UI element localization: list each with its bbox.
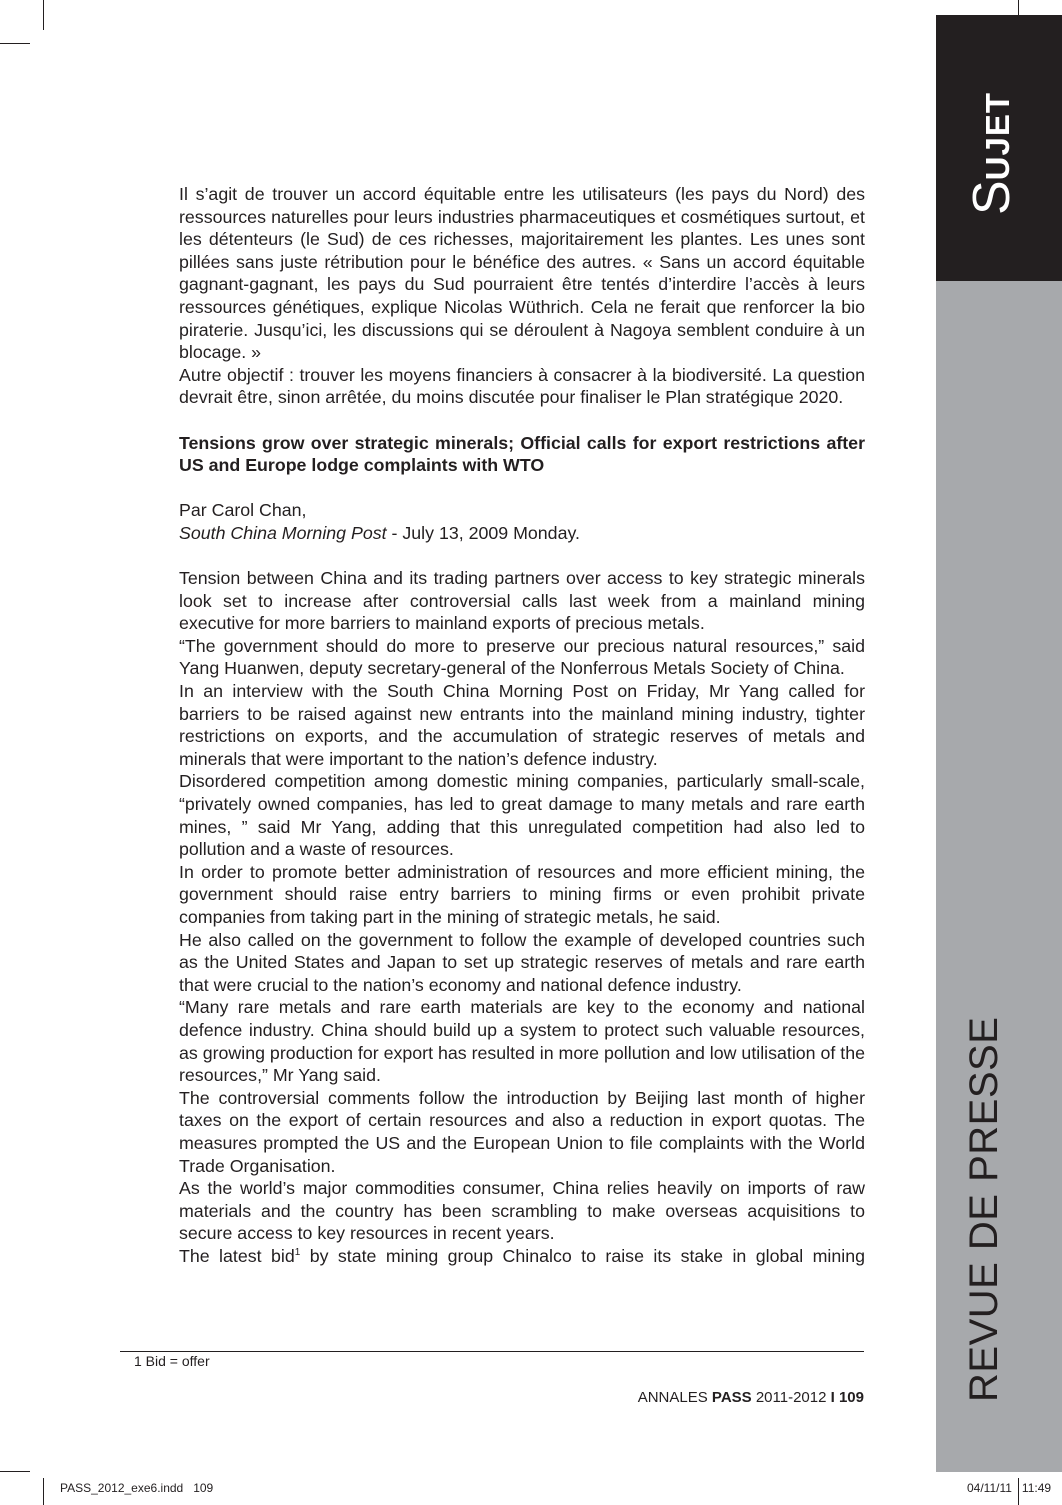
slug-file: PASS_2012_exe6.indd 109 [60, 1481, 214, 1495]
source-name: South China Morning Post [179, 522, 387, 543]
last-start: The latest bid [179, 1245, 295, 1266]
page-folio [638, 1389, 864, 1406]
spacer [179, 545, 865, 568]
paragraph [179, 1245, 865, 1268]
paragraph: In an interview with the South China Morning Post on Friday, Mr Yang called for barriers to be raised against new entrants into the mainland mining industry, tighter restrictions on exports, and the accumulation of strategic reserves of metals and minerals that were important to the nation’s defence industry. [179, 681, 865, 769]
crop-mark [0, 1471, 30, 1472]
article-body [179, 183, 865, 1268]
folio-prefix: ANNALES [637, 1389, 712, 1406]
crop-mark [43, 0, 44, 30]
footnote-ref: 1 [294, 1246, 301, 1258]
footnote-rule [120, 1351, 864, 1352]
spacer [179, 477, 865, 500]
spacer [179, 409, 865, 432]
folio-years: 2011-2012 [751, 1389, 831, 1406]
source-date: - July 13, 2009 Monday. [386, 522, 580, 543]
crop-mark [43, 1478, 44, 1505]
paragraph: “The government should do more to preserve our precious natural resources,” said Yang Huanwen, deputy secretary-general of the Nonferrous Metals Society of China. [179, 635, 865, 679]
footnote: 1 Bid = offer [134, 1353, 210, 1369]
paragraph: The controversial comments follow the introduction by Beijing last month of higher taxes on the export of certain resources and also a reduction in export quotas. The measures prompted the US and the European Union to file complaints with the World Trade Organisation. [179, 1087, 865, 1176]
paragraph: As the world’s major commodities consumer, China relies heavily on imports of raw materials and the country has been scrambling to make overseas acquisitions to secure access to key resources in recent years. [179, 1178, 865, 1244]
article-headline: Tensions grow over strategic minerals; Official calls for export restrictions after US and Europe lodge complaints with WTO [179, 432, 865, 476]
paragraph: Disordered competition among domestic mining companies, particularly small-scale, “privately owned companies, has led to great damage to many metals and rare earth mines, ” said Mr Yang, adding that this unregulated competition had also led to pollution and a waste of resources. [179, 771, 865, 860]
source-line [179, 522, 865, 545]
paragraph: “Many rare metals and rare earth materials are key to the economy and national defence industry. China should build up a system to protect such valuable resources, as growing production for export has resulted in more pollution and low utilisation of the resources,” Mr Yang said. [179, 997, 865, 1086]
paragraph: Tension between China and its trading partners over access to key strategic minerals look set to increase after controversial calls last week from a mainland mining executive for more barriers to mainland exports of precious metals. [179, 568, 865, 634]
paragraph: He also called on the government to follow the example of developed countries such as the United States and Japan to set up strategic reserves of metals and rare earth that were crucial to the nation’s economy and national defence industry. [179, 929, 865, 995]
slug-stamp: 04/11/11 11:49 [967, 1481, 1052, 1495]
page-number: 109 [834, 1389, 864, 1406]
section-title-sujet: SUJET [963, 91, 1021, 215]
paragraph: Autre objectif : trouver les moyens financiers à consacrer à la biodiversité. La question devrait être, sinon arrêtée, du moins discutée pour finaliser le Plan stratégique 2020. [179, 364, 865, 408]
folio-separator: I [830, 1389, 835, 1406]
folio-brand: PASS [711, 1389, 752, 1406]
byline: Par Carol Chan, [179, 500, 307, 521]
section-title-revue: REVUE DE PRESSE [962, 1016, 1006, 1402]
paragraph: Il s’agit de trouver un accord équitable entre les utilisateurs (les pays du Nord) des ressources naturelles pour leurs industries pharmaceutiques et cosmétiques surtout, et les détenteurs (le Sud) de ces richesses, majoritairement les plantes. Les unes sont pillées sans juste rétribution pour le bénéfice des autres. « Sans un accord équitable gagnant-gagnant, les pays du Sud pourraient être tentés d’interdire l’accès à leurs ressources génétiques, explique Nicolas Wüthrich. Cela ne ferait que renforcer la bio piraterie. Jusqu’ici, les discussions qui se déroulent à Nagoya semblent conduire à un blocage. » [179, 184, 865, 363]
crop-mark [0, 43, 30, 44]
last-end: by state mining group Chinalco to raise its stake in global mining [300, 1245, 865, 1266]
paragraph: In order to promote better administration of resources and more efficient mining, the government should raise entry barriers to mining firms or even prohibit private companies from taking part in the mining of strategic metals, he said. [179, 861, 865, 927]
